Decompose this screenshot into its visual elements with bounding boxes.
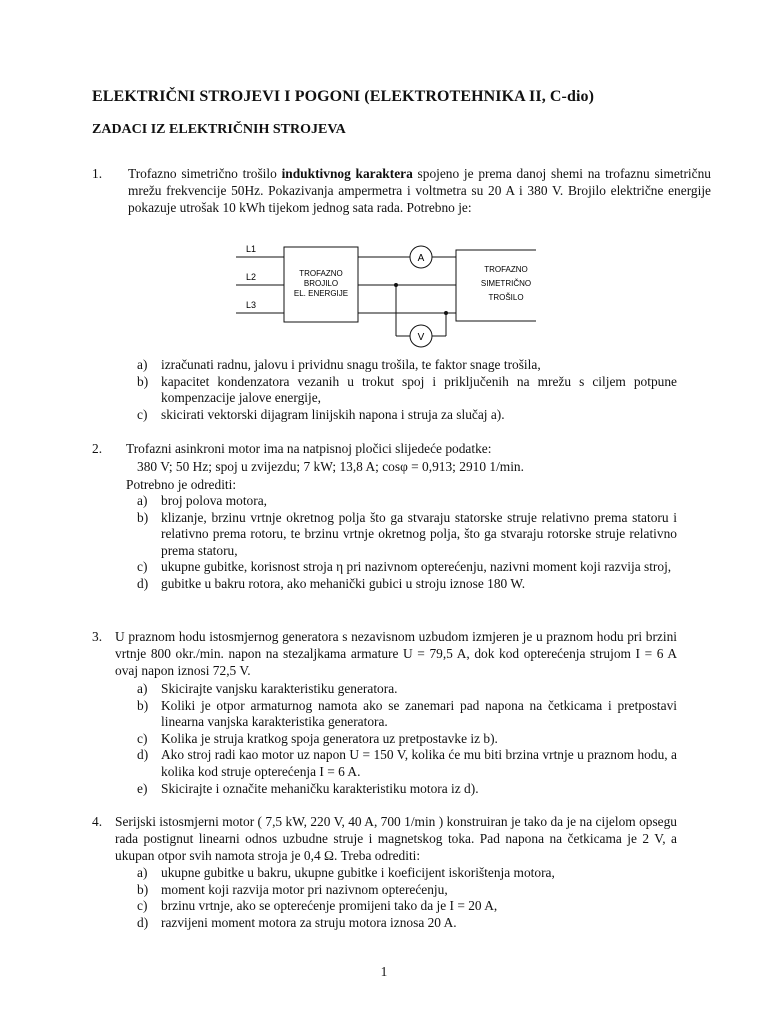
list-item: a) broj polova motora, xyxy=(137,493,267,508)
list-item: c) skicirati vektorski dijagram linijskih napona i struja za slučaj a). xyxy=(137,406,505,422)
line-label-l3: L3 xyxy=(246,300,257,310)
circuit-diagram xyxy=(236,240,536,350)
load-box-line-2: SIMETRIČNO xyxy=(480,279,532,288)
problem-2-items xyxy=(137,493,677,593)
emphasis-text: induktivnog karaktera xyxy=(281,166,413,181)
problem-number: 2. xyxy=(92,441,103,456)
line-label-l2: L2 xyxy=(246,272,257,282)
document-subtitle: ZADACI IZ ELEKTRIČNIH STROJEVA xyxy=(92,122,346,137)
voltmeter-label: V xyxy=(417,332,425,343)
list-item: c) Kolika je struja kratkog spoja generatora uz pretpostavke iz b). xyxy=(137,730,498,746)
problem-number: 1. xyxy=(92,166,103,181)
load-box-line-1: TROFAZNO xyxy=(484,265,528,274)
line-label-l1: L1 xyxy=(246,244,257,254)
load-box-line-3: TROŠILO xyxy=(488,293,524,302)
problem-3-items xyxy=(137,681,677,797)
problem-number: 3. xyxy=(92,629,103,644)
list-item: b) Koliki je otpor armaturnog namota ako se zanemari pad napona na četkicama i pretpostavi linearna vanjska karakteristika generatora. xyxy=(137,697,677,730)
list-item: d) Ako stroj radi kao motor uz napon U = 150 V, kolika će mu biti brzina vrtnje u praznom hodu, a kolika kod struje opterećenja I = 6 A. xyxy=(137,747,677,779)
document-title: ELEKTRIČNI STROJEVI I POGONI (ELEKTROTEHNIKA II, C-dio) xyxy=(92,88,595,105)
problem-1-items xyxy=(137,357,677,423)
meter-box-line-2: BROJILO xyxy=(303,279,339,288)
problem-text: Trofazno simetrično trošilo induktivnog karaktera spojeno je prema danoj shemi na trofaznu simetričnu mrežu frekvencije 50Hz. Pokazivanja ampermetra i voltmetra su 20 A i 380 V. Brojilo električne energije pokazuje utrošak 10 kWh tijekom jednog sata rada. Potrebno je: xyxy=(128,166,711,215)
list-item: b) kapacitet kondenzatora vezanih u trokut spoj i priključenih na mrežu s ciljem potpune kompenzacije jalove energije, xyxy=(137,373,677,406)
list-item: a) izračunati radnu, jalovu i prividnu snagu trošila, te faktor snage trošila, xyxy=(137,357,541,372)
problem-text: Trofazni asinkroni motor ima na natpisnoj pločici slijedeće podatke: xyxy=(126,441,492,456)
meter-box-line-3: EL. ENERGIJE xyxy=(293,289,349,298)
motor-data-line: 380 V; 50 Hz; spoj u zvijezdu; 7 kW; 13,8 A; cosφ = 0,913; 2910 1/min. xyxy=(137,459,524,474)
list-item: d) razvijeni moment motora za struju motora iznosa 20 A. xyxy=(137,914,457,930)
list-item: a) ukupne gubitke u bakru, ukupne gubitke i koeficijent iskorištenja motora, xyxy=(137,865,555,880)
problem-4-items xyxy=(137,865,677,931)
list-item: b) moment koji razvija motor pri nazivnom opterećenju, xyxy=(137,881,448,897)
list-item: e) Skicirajte i označite mehaničku karakteristiku motora iz d). xyxy=(137,780,479,796)
ammeter-label: A xyxy=(417,253,425,264)
list-item: a) Skicirajte vanjsku karakteristiku generatora. xyxy=(137,681,398,696)
list-item: c) brzinu vrtnje, ako se opterećenje promijeni tako da je I = 20 A, xyxy=(137,898,498,914)
problem-2-prompt: Potrebno je odrediti: xyxy=(126,477,237,492)
page-number: 1 xyxy=(380,964,388,979)
list-item: b) klizanje, brzinu vrtnje okretnog polja što ga stvaraju statorske struje relativno prema statoru i relativno prema rotoru, te brzinu vrtnje okretnog polja, što ga stvaraju rotorske struje relativno prema statoru, xyxy=(137,509,677,558)
problem-text: Serijski istosmjerni motor ( 7,5 kW, 220 V, 40 A, 700 1/min ) konstruiran je tako da je na cijelom opsegu rada postignut linearni odnos uzbudne struje i magnetskog toka. Pad napona na četkicama je 2 V, a ukupan otpor svih namota stroja je 0,4 Ω. Treba odrediti: xyxy=(115,814,677,863)
problem-text: U praznom hodu istosmjernog generatora s nezavisnom uzbudom izmjeren je u praznom hodu pri brzini vrtnje 800 okr./min. napon na stezaljkama armature U = 79,5 A, dok kod opterećenja strujom I = 6 A ovaj napon iznosi 72,5 V. xyxy=(115,629,677,678)
list-item: c) ukupne gubitke, korisnost stroja η pri nazivnom opterećenju, nazivni moment koji razvija stroj, xyxy=(137,559,672,575)
meter-box-line-1: TROFAZNO xyxy=(299,269,343,278)
problem-number: 4. xyxy=(92,814,103,829)
list-item: d) gubitke u bakru rotora, ako mehanički gubici u stroju iznose 180 W. xyxy=(137,575,526,591)
